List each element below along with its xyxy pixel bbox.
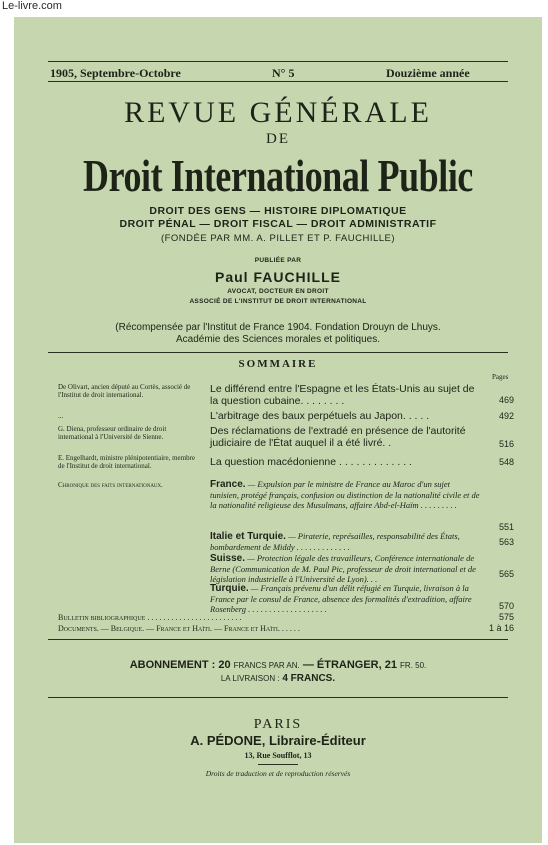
chronicle-page: 551 <box>498 522 514 532</box>
chronicle-page: 563 <box>498 537 514 547</box>
contents-bottom-rule <box>48 639 508 640</box>
documents-page: 1 à 16 <box>488 623 514 633</box>
chronicle-page: 570 <box>498 601 514 611</box>
article-page: 516 <box>498 439 514 449</box>
bulletin-page: 575 <box>498 612 514 622</box>
subtitle-line-1: DROIT DES GENS — HISTOIRE DIPLOMATIQUE <box>149 205 407 217</box>
main-title: Droit International Public <box>83 150 473 201</box>
title-line-2: DE <box>266 131 290 147</box>
issue-date: 1905, Septembre-Octobre <box>50 66 181 80</box>
chronicle-text: — Protection légale des travailleurs, Conférence internationale de Berne (Communication de M. Paul Pic, professeur de droit international et de législation industrielle à l'Université de Lyon). . . <box>210 553 476 584</box>
pages-label: Pages <box>492 373 509 381</box>
article-author: ... <box>58 412 64 420</box>
chronicle-country: Turquie. <box>210 583 249 594</box>
contents-heading: SOMMAIRE <box>238 358 318 370</box>
article-page: 492 <box>498 411 514 421</box>
contents-rule <box>48 352 508 353</box>
journal-cover <box>14 17 542 843</box>
bulletin-line: Bulletin bibliographique . . . . . . . . . . . . . . . . . . . . . . . . <box>58 613 242 622</box>
chronicle-country: Italie et Turquie. <box>210 531 286 542</box>
issue-price-line <box>14 673 542 684</box>
award-line-1: (Récompensée par l'Institut de France 1904. Fondation Drouyn de Lhuys. <box>115 322 441 333</box>
top-rule <box>48 61 508 62</box>
chronicle-item <box>210 553 480 584</box>
chronicle-text: — Français prévenu d'un délit réfugié en Turquie, livraison à la France par le consul de France, absence des formalités d'extradition, affaire Rosenberg . . . . . . . . . . . . . . . . . . . <box>210 583 472 614</box>
article-author: De Olivart, ancien député au Cortès, associé de l'Institut de droit international. <box>58 383 191 399</box>
article-page: 469 <box>498 395 514 405</box>
publisher-rule <box>48 697 508 698</box>
date-rule <box>48 81 508 82</box>
issue-price: 4 FRANCS. <box>282 673 336 684</box>
chronicle-text: — Expulsion par le ministre de France au Maroc d'un sujet tunisien, protégé français, confusion ou distinction de la nationalité civile et de la nationalité religieuse des Musulmans, affaire Abd-el-Haïm . . . . . . . . . <box>210 479 480 510</box>
issue-number: N° 5 <box>272 66 295 80</box>
chronicle-country: Suisse. <box>210 553 246 564</box>
founders-line: (FONDÉE PAR MM. A. PILLET ET P. FAUCHILLE) <box>160 233 396 244</box>
issue-year: Douzième année <box>386 66 470 80</box>
published-by: PUBLIÉE PAR <box>254 257 302 264</box>
article-author: G. Diena, professeur ordinaire de droit international à l'Université de Sienne. <box>58 425 167 441</box>
article-title: Le différend entre l'Espagne et les États-Unis au sujet de la question cubaine. . . . . . . . <box>210 383 475 407</box>
documents-line: Documents. — Belgique. — France et Haïti. — France et Haïti. . . . . . <box>58 624 300 633</box>
chronicle-heading: Chronique des faits internationaux. <box>58 481 163 489</box>
subscription-label: ABONNEMENT : <box>129 659 216 671</box>
publisher-name: A. PÉDONE, Libraire-Éditeur <box>190 733 366 748</box>
watermark-text: Le-livre.com <box>2 0 62 12</box>
subtitle-line-2: DROIT PÉNAL — DROIT FISCAL — DROIT ADMINISTRATIF <box>119 218 437 230</box>
rights-notice: Droits de traduction et de reproduction réservés <box>205 769 351 778</box>
foreign-price: — ÉTRANGER, 21 <box>302 659 397 671</box>
article-title: Des réclamations de l'extradé en présence de l'autorité judiciaire de l'État auquel il a été livré. . <box>210 425 466 449</box>
editor-title-2: ASSOCIÉ DE L'INSTITUT DE DROIT INTERNATIONAL <box>189 298 367 305</box>
chronicle-country: France. <box>210 479 246 490</box>
chronicle-text: — Piraterie, représailles, responsabilité des États, bombardement de Middy . . . . . . . . . . . . . <box>210 531 460 552</box>
article-page: 548 <box>498 457 514 467</box>
address-rule <box>258 764 298 765</box>
article-title: La question macédonienne . . . . . . . . . . . . . <box>210 456 412 468</box>
award-line-2: Académie des Sciences morales et politiques. <box>176 334 380 345</box>
subscription-line <box>14 659 542 671</box>
article-title: L'arbitrage des baux perpétuels au Japon. . . . . <box>210 410 430 422</box>
editor-name: Paul FAUCHILLE <box>214 269 341 285</box>
publisher-address: 13, Rue Soufflot, 13 <box>244 751 312 760</box>
domestic-unit: FRANCS PAR AN. <box>233 661 300 670</box>
issue-price-label: LA LIVRAISON : <box>220 674 280 683</box>
editor-title-1: AVOCAT, DOCTEUR EN DROIT <box>227 288 329 295</box>
chronicle-page: 565 <box>498 569 514 579</box>
chronicle-item <box>210 479 480 510</box>
publisher-city: PARIS <box>253 717 303 732</box>
chronicle-item <box>210 583 480 614</box>
article-author: E. Engelhardt, ministre plénipotentiaire, membre de l'Institut de droit international. <box>58 454 196 470</box>
domestic-price: 20 <box>218 659 231 671</box>
foreign-unit: FR. 50. <box>400 661 427 670</box>
title-line-1: REVUE GÉNÉRALE <box>124 96 432 129</box>
chronicle-item <box>210 531 480 552</box>
